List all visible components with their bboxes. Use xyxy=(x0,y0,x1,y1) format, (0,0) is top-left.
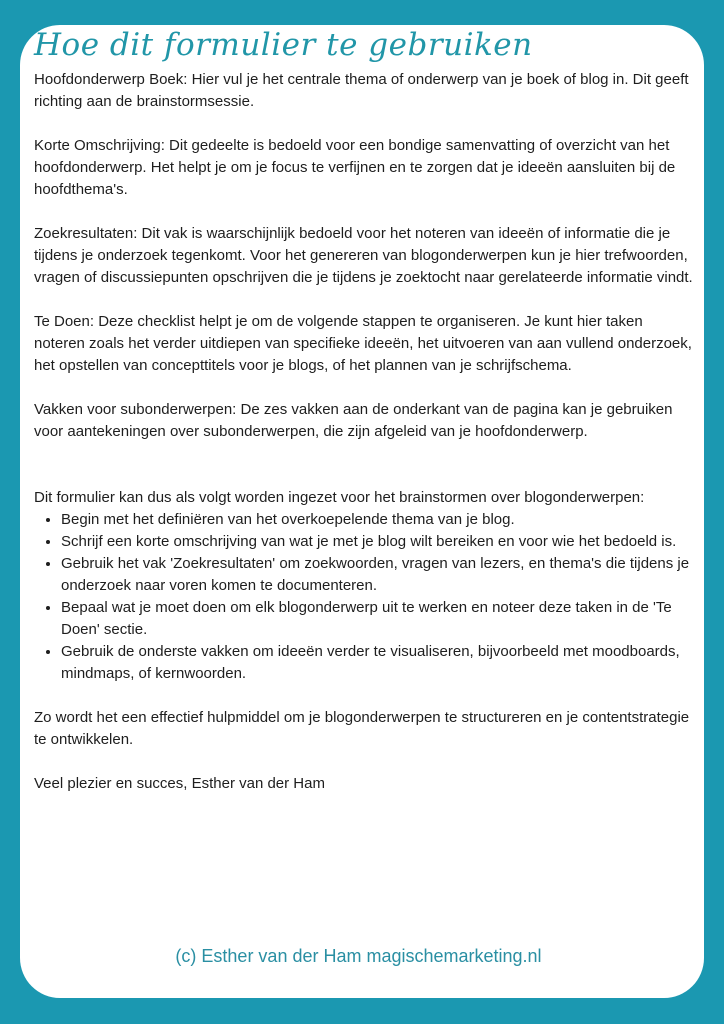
section-subonderwerpen: Vakken voor subonderwerpen: De zes vakken aan de onderkant van de pagina kan je gebruiken voor aantekeningen over subonderwerpen, die zijn afgeleid van je hoofdonderwerp. xyxy=(34,401,673,440)
list-item: • Schrijf een korte omschrijving van wat je met je blog wilt bereiken en voor wie het bedoeld is. xyxy=(61,531,694,553)
conclusion-text: Zo wordt het een effectief hulpmiddel om je blogonderwerpen te structureren en je contentstrategie te ontwikkelen. xyxy=(34,709,690,748)
steps-list xyxy=(34,509,694,685)
signoff-text: Veel plezier en succes, Esther van der Ham xyxy=(34,775,325,792)
copyright-text: (c) Esther van der Ham magischemarketing.nl xyxy=(175,946,542,966)
list-item: • Gebruik het vak 'Zoekresultaten' om zoekwoorden, vragen van lezers, en thema's die tijdens je onderzoek naar voren komen te documenteren. xyxy=(61,553,694,597)
copyright-footer xyxy=(0,946,724,967)
section-zoekresultaten: Zoekresultaten: Dit vak is waarschijnlijk bedoeld voor het noteren van ideeën of informatie die je tijdens je onderzoek tegenkomt. Voor het genereren van blogonderwerpen kun je hier trefwoorden, vragen of discussiepunten opschrijven die je tijdens je zoektocht naar gerelateerde informatie vindt. xyxy=(34,225,693,286)
list-item: • Gebruik de onderste vakken om ideeën verder te visualiseren, bijvoorbeeld met moodboards, mindmaps, of kernwoorden. xyxy=(61,641,694,685)
instructions-body xyxy=(34,69,694,795)
section-te-doen: Te Doen: Deze checklist helpt je om de volgende stappen te organiseren. Je kunt hier taken noteren zoals het verder uitdiepen van specifieke ideeën, het uitvoeren van aan vullend onderzoek, het opstellen van concepttitels voor je blogs, of het plannen van je schrijfschema. xyxy=(34,313,692,374)
section-hoofdonderwerp: Hoofdonderwerp Boek: Hier vul je het centrale thema of onderwerp van je boek of blog in. Dit geeft richting aan de brainstormsessie. xyxy=(34,71,689,110)
steps-intro: Dit formulier kan dus als volgt worden ingezet voor het brainstormen over blogonderwerpen: xyxy=(34,489,645,506)
list-item: • Begin met het definiëren van het overkoepelende thema van je blog. xyxy=(61,509,694,531)
list-item: • Bepaal wat je moet doen om elk blogonderwerp uit te werken en noteer deze taken in de 'Te Doen' sectie. xyxy=(61,597,694,641)
section-korte-omschrijving: Korte Omschrijving: Dit gedeelte is bedoeld voor een bondige samenvatting of overzicht van het hoofdonderwerp. Het helpt je om je focus te verfijnen en te zorgen dat je ideeën aansluiten bij de hoofdthema's. xyxy=(34,137,676,198)
page-title: Hoe dit formulier te gebruiken xyxy=(34,27,533,63)
